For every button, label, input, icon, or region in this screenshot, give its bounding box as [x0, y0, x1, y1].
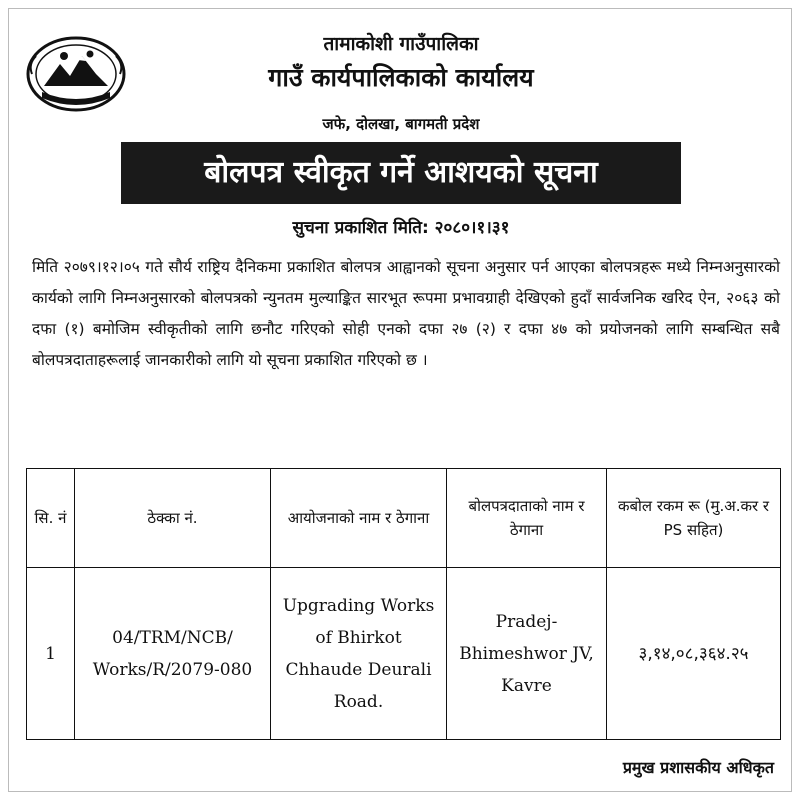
header-sn: सि. नं — [27, 469, 75, 568]
cell-project: Upgrading Works of Bhirkot Chhaude Deurali Road. — [271, 568, 447, 740]
published-date: सुचना प्रकाशित मिति: २०८०।१।३१ — [292, 218, 510, 238]
signatory: प्रमुख प्रशासकीय अधिकृत — [622, 758, 774, 777]
cell-amount: ३,१४,०८,३६४.२५ — [607, 568, 781, 740]
cell-bidder: Pradej- Bhimeshwor JV, Kavre — [447, 568, 607, 740]
notice-body: मिति २०७९।१२।०५ गते सौर्य राष्ट्रिय दैनिकमा प्रकाशित बोलपत्र आह्वानको सूचना अनुसार पर्न आएका बोलपत्रहरू मध्ये निम्नअनुसारको कार्यको लागि निम्नअनुसारको बोलपत्रको न्युनतम मुल्याङ्कित सारभूत रूपमा प्रभावग्राही देखिएको हुदाँ सार्वजनिक खरिद ऐन, २०६३ को दफा (१) बमोजिम स्वीकृतीको लागि छनौट गरिएको सोही एनको दफा २७ (२) र दफा ४७ को प्रयोजनको लागि सम्बन्धित सबै बोलपत्रदाताहरूलाई जानकारीको लागि यो सूचना प्रकाशित गरिएको छ । — [32, 258, 780, 369]
header-project: आयोजनाको नाम र ठेगाना — [271, 469, 447, 568]
cell-sn: 1 — [27, 568, 75, 740]
table-row — [27, 568, 781, 740]
tender-table — [26, 468, 781, 740]
cell-contract-no: 04/TRM/NCB/ Works/R/2079-080 — [75, 568, 271, 740]
header-bidder: बोलपत्रदाताको नाम र ठेगाना — [447, 469, 607, 568]
header-contract-no: ठेक्का नं. — [75, 469, 271, 568]
municipality-name: तामाकोशी गाउँपालिका — [323, 33, 479, 55]
office-name: गाउँ कार्यपालिकाको कार्यालय — [268, 63, 534, 92]
header-amount: कबोल रकम रू (मु.अ.कर र PS सहित) — [607, 469, 781, 568]
table-header-row — [27, 469, 781, 568]
office-address: जफे, दोलखा, बागमती प्रदेश — [322, 115, 480, 133]
notice-title: बोलपत्र स्वीकृत गर्ने आशयको सूचना — [121, 142, 681, 204]
